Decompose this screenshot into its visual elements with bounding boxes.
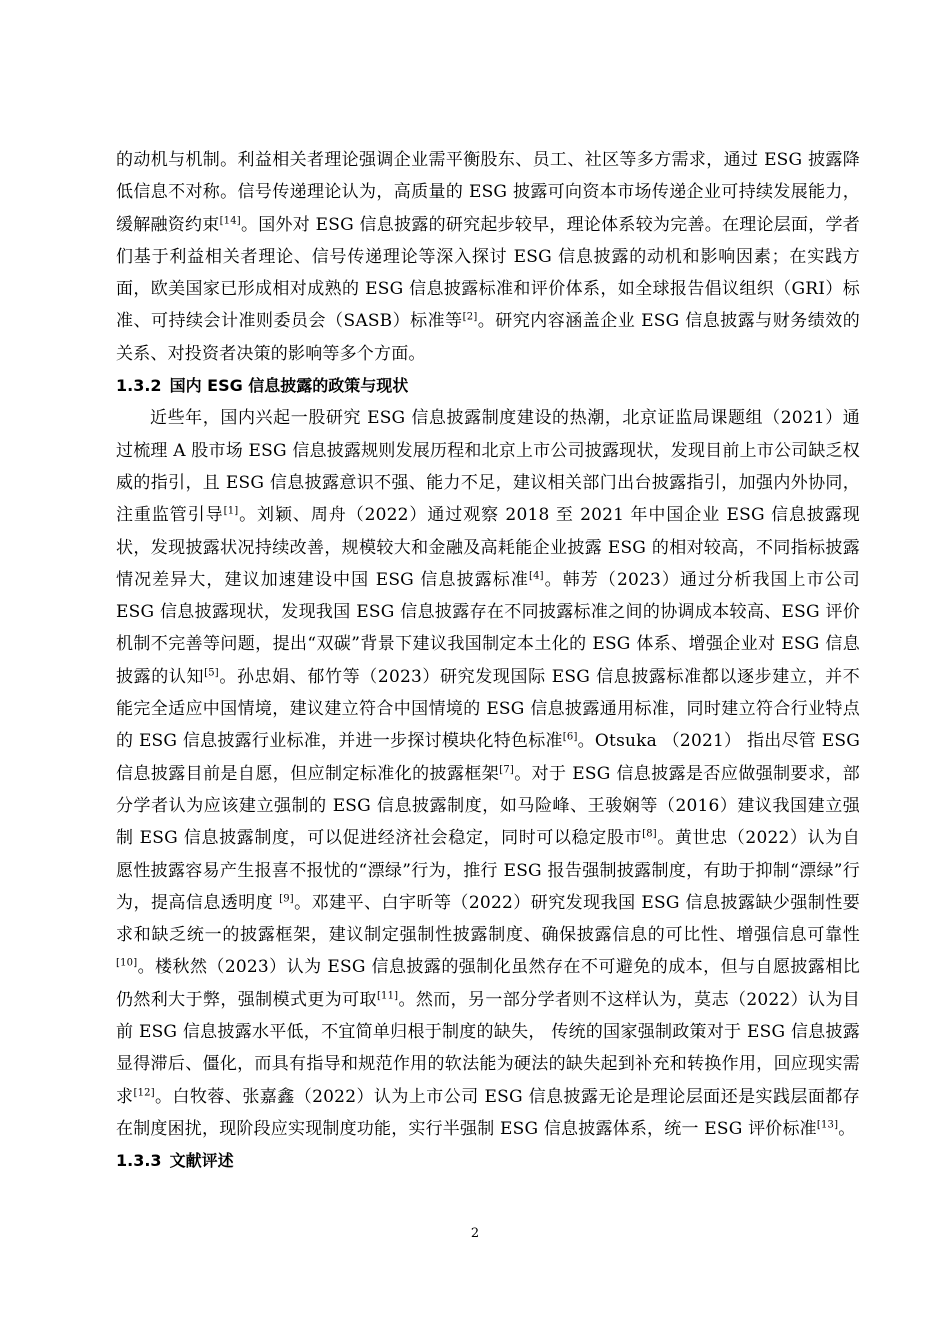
- citation: [1]: [223, 505, 239, 517]
- citation: [14]: [219, 214, 241, 226]
- citation: [4]: [528, 570, 544, 582]
- paragraph-text: 。: [838, 1118, 856, 1139]
- citation: [9]: [279, 893, 294, 905]
- paragraph-text: 。然而，另一部分学者则不这样认为，莫志（2022）认为目前 ESG 信息披露水平低，不宜简单归根于制度的缺失， 传统的国家强制政策对于 ESG 信息披露显得滞后、僵化，而具有指导和规范作用的软法能为硬法的缺失起到补充和转换作用，回应现实需求: [116, 989, 861, 1107]
- paragraph-text: 。国外对 ESG 信息披露的研究起步较早，理论体系较为完善。在理论层面，学者们基于利益相关者理论、信号传递理论等深入探讨 ESG 信息披露的动机和影响因素；在实践方面，欧美国家已形成相对成熟的 ESG 信息披露标准和评价体系，如全球报告倡议组织（GRI）标准、可持续会计准则委员会（SASB）标准等: [116, 214, 860, 332]
- section-number: 1.3.2: [116, 376, 162, 396]
- paragraph-text: 。邓建平、白宇昕等（2022）研究发现我国 ESG 信息披露缺少强制性要求和缺乏统一的披露框架，建议制定强制性披露制度、确保披露信息的可比性、增强信息可靠性: [116, 892, 861, 946]
- section-number: 1.3.3: [116, 1151, 162, 1171]
- section-title: 国内 ESG 信息披露的政策与现状: [169, 376, 409, 396]
- page-number: 2: [470, 1226, 480, 1241]
- paragraph-text: 。白牧蓉、张嘉鑫（2022）认为上市公司 ESG 信息披露无论是理论层面还是实践层面都存在制度困扰，现阶段应实现制度功能，实行半强制 ESG 信息披露体系，统一 ESG 评价标准: [116, 1086, 861, 1139]
- section-heading-1-3-2: [116, 370, 860, 402]
- paragraph-text: 。Otsuka （2021） 指出尽管 ESG 信息披露目前是自愿，但应制定标准化的披露框架: [116, 731, 860, 784]
- citation: [12]: [133, 1086, 155, 1098]
- paragraph-text: 。韩芳（2023）通过分析我国上市公司 ESG 信息披露现状，发现我国 ESG 信息披露存在不同披露标准之间的协调成本较高、ESG 评价机制不完善等问题，提出“双碳”背景下建议我国制定本土化的 ESG 体系、增强企业对 ESG 信息披露的认知: [116, 569, 860, 687]
- page-content: [116, 144, 860, 1178]
- citation: [11]: [376, 990, 399, 1002]
- paragraph-text: 。黄世忠（2022）认为自愿性披露容易产生报喜不报忧的“漂绿”行为，推行 ESG 报告强制披露制度，有助于抑制“漂绿”行为，提高信息透明度: [116, 828, 860, 913]
- paragraph-text: 近些年，国内兴起一股研究 ESG 信息披露制度建设的热潮，北京证监局课题组（2021）通过梳理 A 股市场 ESG 信息披露规则发展历程和北京上市公司披露现状，发现目前上市公司缺乏权威的指引，且 ESG 信息披露意识不强、能力不足，建议相关部门出台披露指引，加强内外协同，注重监管引导: [116, 408, 860, 526]
- citation: [8]: [642, 828, 657, 840]
- citation: [10]: [116, 957, 138, 969]
- citation: [2]: [462, 311, 478, 323]
- paragraph-text: 。研究内容涵盖企业 ESG 信息披露与财务绩效的关系、对投资者决策的影响等多个方面。: [116, 311, 860, 364]
- citation: [7]: [499, 763, 514, 775]
- citation: [5]: [204, 667, 219, 679]
- paragraph-text: 。对于 ESG 信息披露是否应做强制要求，部分学者认为应该建立强制的 ESG 信息披露制度，如马险峰、王骏娴等（2016）建议我国建立强制 ESG 信息披露制度，可以促进经济社会稳定，同时可以稳定股市: [116, 763, 861, 849]
- citation: [6]: [562, 731, 578, 743]
- paragraph-text: 的动机与机制。利益相关者理论强调企业需平衡股东、员工、社区等多方需求，通过 ESG 披露降低信息不对称。信号传递理论认为，高质量的 ESG 披露可向资本市场传递企业可持续发展能力，缓解融资约束: [116, 150, 860, 235]
- paragraph-text: 。刘颖、周舟（2022）通过观察 2018 至 2021 年中国企业 ESG 信息披露现状，发现披露状况持续改善，规模较大和金融及高耗能企业披露 ESG 的相对较高，不同指标披露情况差异大，建议加速建设中国 ESG 信息披露标准: [116, 505, 861, 590]
- section-title: 文献评述: [169, 1151, 234, 1171]
- section-heading-1-3-3: [116, 1145, 860, 1177]
- paragraph-main: [116, 402, 860, 1145]
- paragraph-text: 。楼秋然（2023）认为 ESG 信息披露的强制化虽然存在不可避免的成本，但与自愿披露相比仍然利大于弊，强制模式更为可取: [116, 957, 860, 1010]
- paragraph-intro: [116, 144, 860, 370]
- paragraph-text: 。孙忠娟、郁竹等（2023）研究发现国际 ESG 信息披露标准都以逐步建立，并不能完全适应中国情境，建议建立符合中国情境的 ESG 信息披露通用标准，同时建立符合行业特点的 ESG 信息披露行业标准，并进一步探讨模块化特色标准: [116, 666, 860, 752]
- citation: [13]: [816, 1119, 839, 1131]
